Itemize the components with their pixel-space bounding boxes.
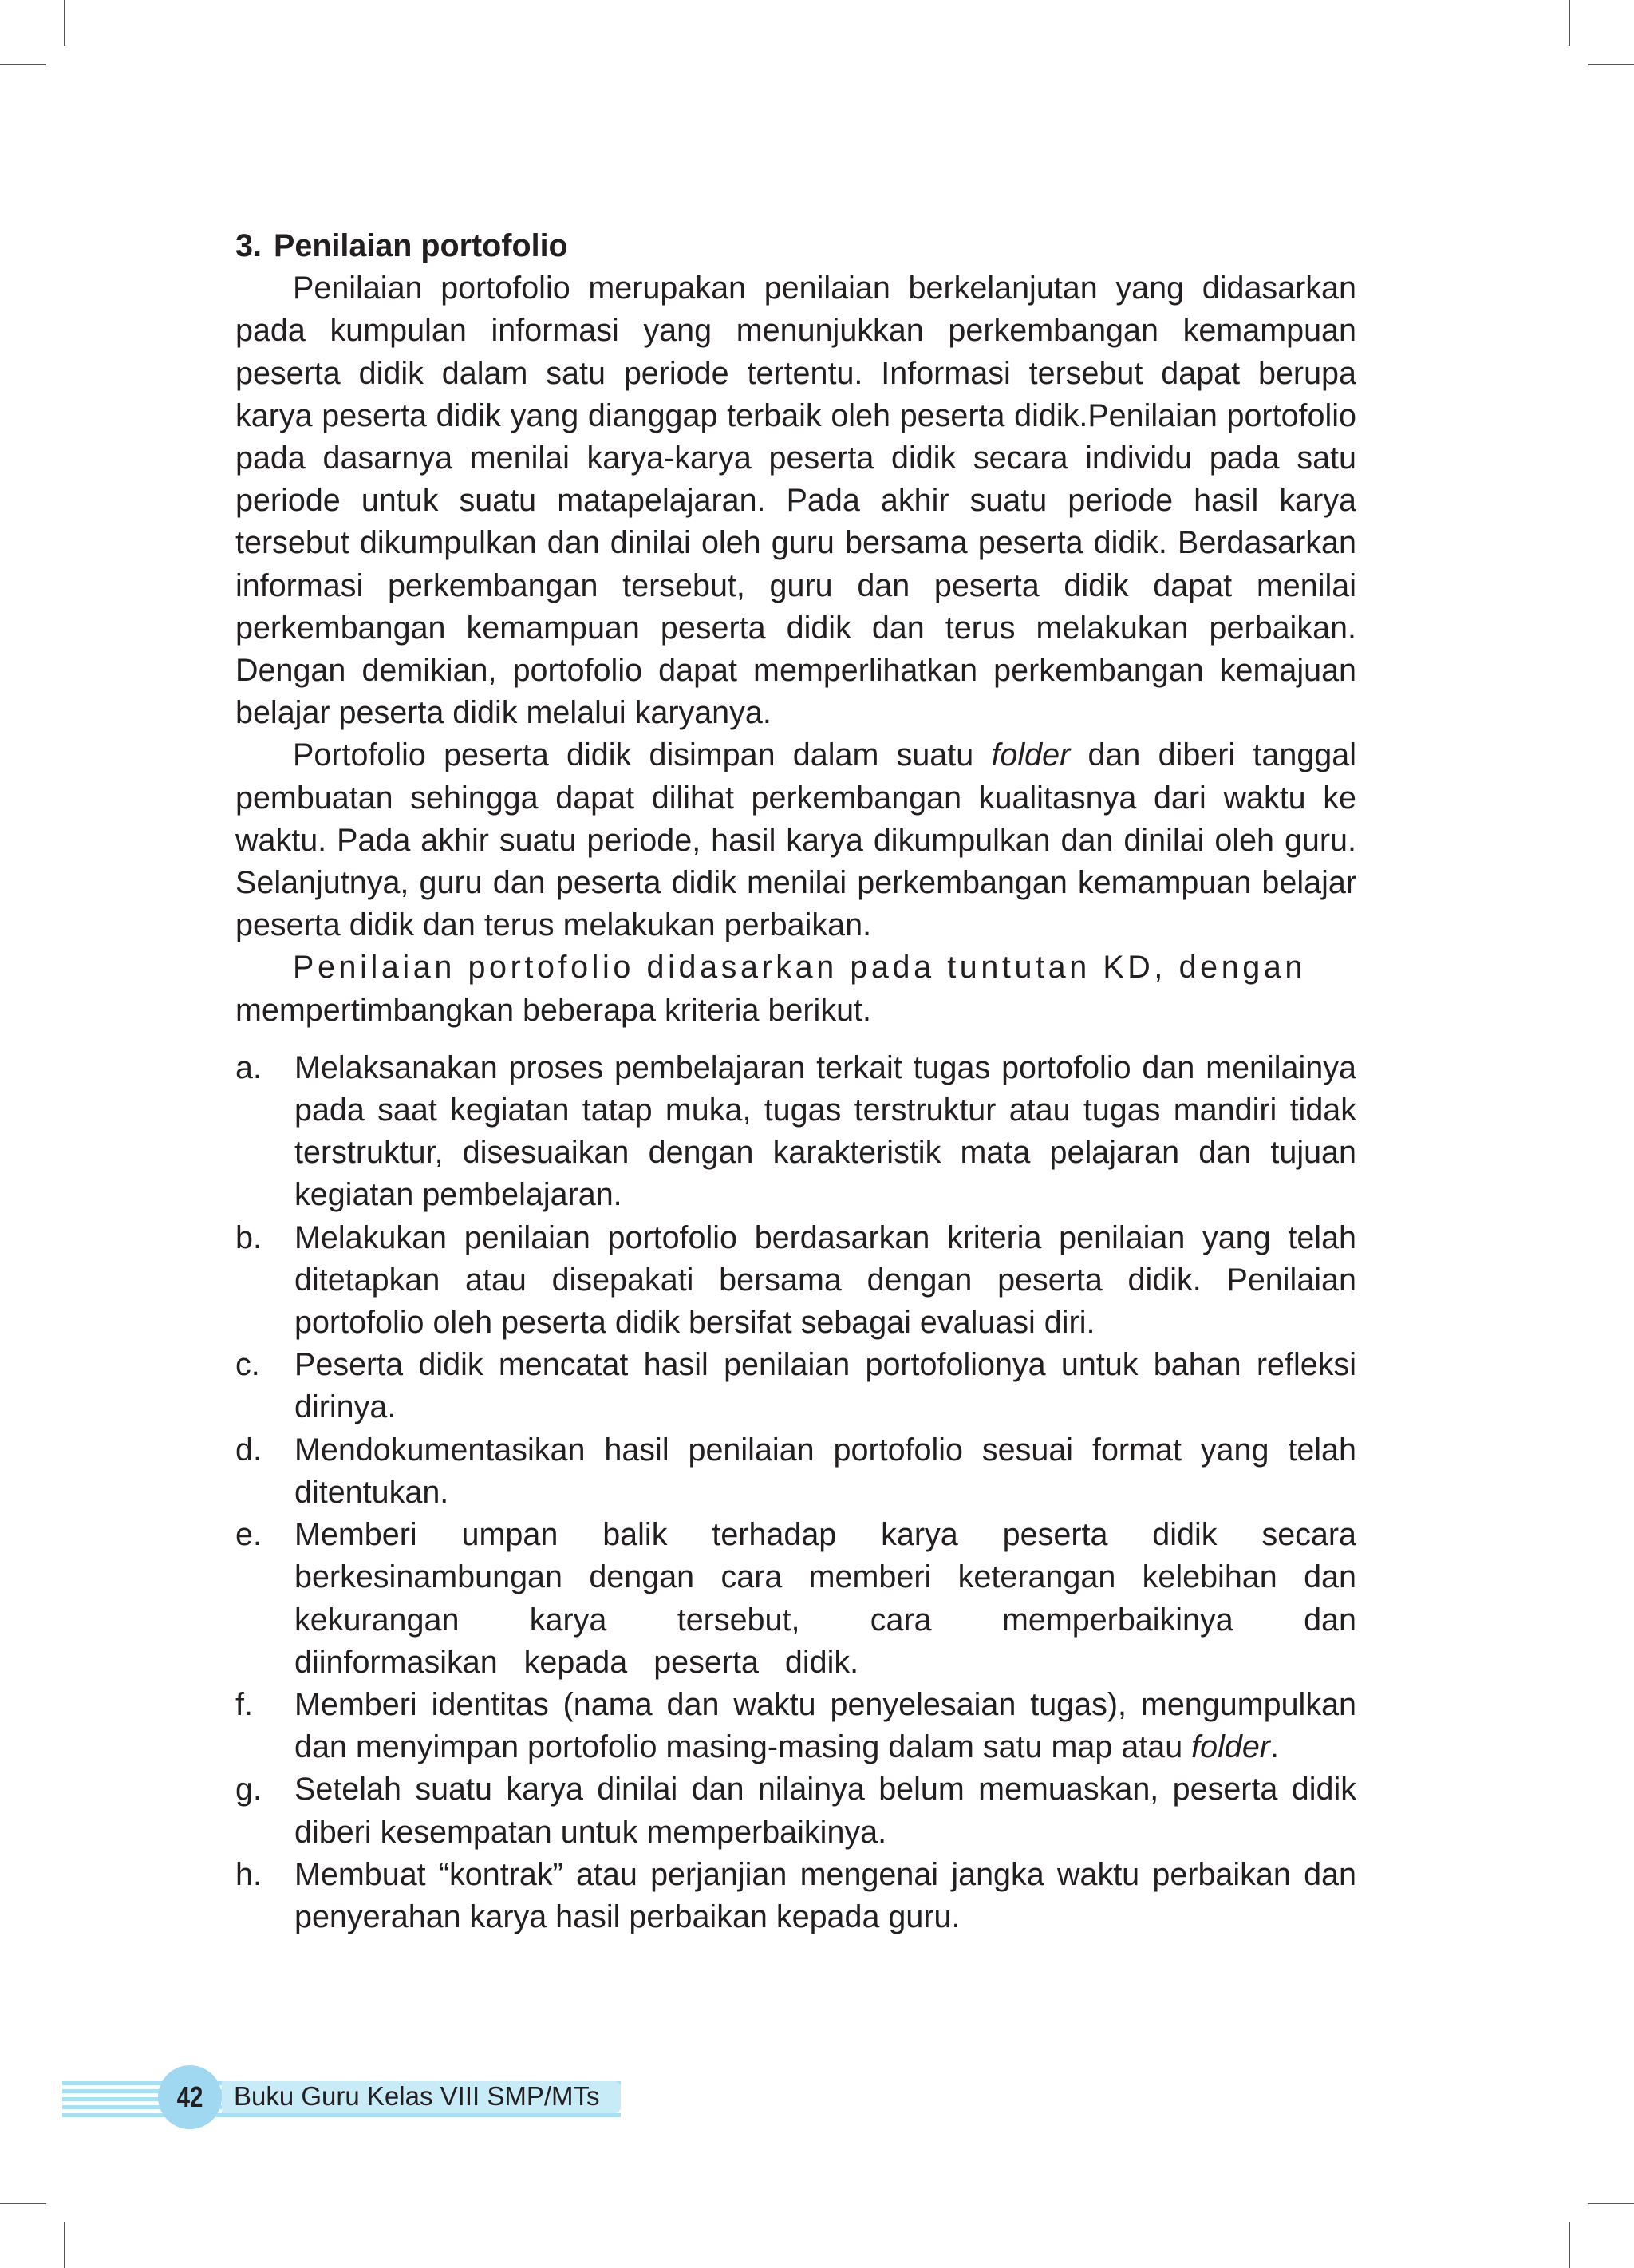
page-number: 42 xyxy=(176,2080,203,2113)
list-item: g. Setelah suatu karya dinilai dan nilainya belum memuaskan, peserta didik diberi kesempatan untuk memperbaikinya. xyxy=(235,1772,1356,1850)
paragraph-folder: Portofolio peserta didik disimpan dalam suatu folder dan diberi tanggal pembuatan sehingga dapat dilihat perkembangan kualitasnya dari waktu ke waktu. Pada akhir suatu periode, hasil karya dikumpulkan dan dinilai oleh guru. Selanjutnya, guru dan peserta didik menilai perkembangan kemampuan belajar peserta didik dan terus melakukan perbaikan. xyxy=(235,737,1356,943)
page-footer xyxy=(62,2065,621,2129)
list-item: h. Membuat “kontrak” atau perjanjian mengenai jangka waktu perbaikan dan penyerahan karya hasil perbaikan kepada guru. xyxy=(235,1856,1356,1934)
list-item: b. Melakukan penilaian portofolio berdasarkan kriteria penilaian yang telah ditetapkan atau disepakati bersama dengan peserta didik. Penilaian portofolio oleh peserta didik bersifat sebagai evaluasi diri. xyxy=(235,1219,1356,1341)
paragraph-criteria-intro-cont: mempertimbangkan beberapa kriteria berikut. xyxy=(235,992,871,1028)
crop-mark-top-left xyxy=(64,0,65,46)
criteria-list xyxy=(235,1047,1356,1938)
book-title: Buku Guru Kelas VIII SMP/MTs xyxy=(234,2081,600,2111)
crop-mark-bottom-right xyxy=(1588,2203,1634,2204)
crop-mark-bottom-left xyxy=(0,2203,46,2204)
crop-mark-top-left xyxy=(0,64,46,65)
crop-mark-bottom-left xyxy=(64,2222,65,2268)
crop-mark-bottom-right xyxy=(1569,2222,1570,2268)
paragraph-definition: Penilaian portofolio merupakan penilaian berkelanjutan yang didasarkan pada kumpulan informasi yang menunjukkan perkembangan kemampuan peserta didik dalam satu periode tertentu. Informasi tersebut dapat berupa karya peserta didik yang dianggap terbaik oleh peserta didik.Penilaian portofolio pada dasarnya menilai karya-karya peserta didik secara individu pada satu periode untuk suatu matapelajaran. Pada akhir suatu periode hasil karya tersebut dikumpulkan dan dinilai oleh guru bersama peserta didik. Berdasarkan informasi perkembangan tersebut, guru dan peserta didik dapat menilai perkembangan kemampuan peserta didik dan terus melakukan perbaikan. Dengan demikian, portofolio dapat memperlihatkan perkembangan kemajuan belajar peserta didik melalui karyanya. xyxy=(235,271,1356,731)
list-item: a. Melaksanakan proses pembelajaran terkait tugas portofolio dan menilainya pada saat kegiatan tatap muka, tugas terstruktur atau tugas mandiri tidak terstruktur, disesuaikan dengan karakteristik mata pelajaran dan tujuan kegiatan pembelajaran. xyxy=(235,1049,1356,1213)
crop-mark-top-right xyxy=(1588,64,1634,65)
section-title: Penilaian portofolio xyxy=(274,228,568,263)
list-item: f. Memberi identitas (nama dan waktu penyelesaian tugas), mengumpulkan dan menyimpan portofolio masing-masing dalam satu map atau folder. xyxy=(235,1686,1356,1765)
paragraph-criteria-intro: Penilaian portofolio didasarkan pada tuntutan KD, dengan xyxy=(293,950,1306,986)
emphasis-folder: folder xyxy=(991,737,1071,773)
list-item: d. Mendokumentasikan hasil penilaian portofolio sesuai format yang telah ditentukan. xyxy=(235,1432,1356,1510)
section-number: 3. xyxy=(235,228,262,263)
list-item: c. Peserta didik mencatat hasil penilaian portofolionya untuk bahan refleksi dirinya. xyxy=(235,1347,1356,1425)
emphasis-folder: folder xyxy=(1191,1729,1270,1765)
page-body xyxy=(235,225,1356,1938)
list-item: e. Memberi umpan balik terhadap karya peserta didik secara berkesinambungan dengan cara memberi keterangan kelebihan dan kekurangan karya tersebut, cara memperbaikinya dan diinformasikan kepada peserta didik. xyxy=(235,1517,1356,1680)
crop-mark-top-right xyxy=(1569,0,1570,46)
section-heading xyxy=(235,225,1356,267)
